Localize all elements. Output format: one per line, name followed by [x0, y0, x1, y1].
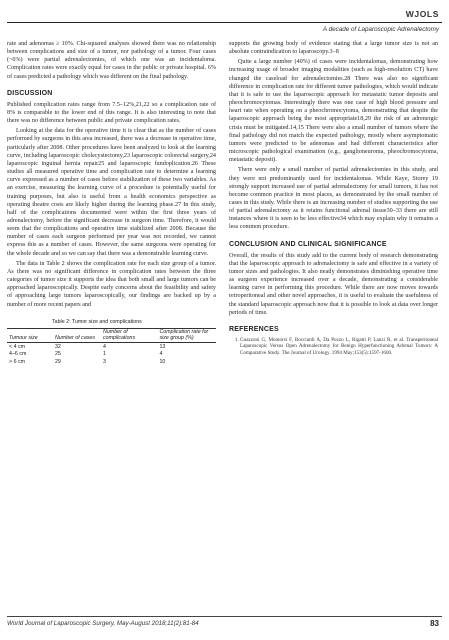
table-title: Table 2: Tumor size and complications	[52, 318, 142, 325]
table-cell: 32	[54, 344, 61, 351]
table-cell: 29	[54, 358, 61, 365]
references-heading: REFERENCES	[229, 325, 279, 333]
page-number: 83	[430, 619, 439, 628]
table-header-cell: Complication rate for size group (%)	[157, 328, 216, 342]
table-row	[7, 343, 216, 351]
table-cell: 4–6 cm	[9, 351, 27, 358]
conclusion-paragraph: Overall, the results of this study add to the current body of research demonstrating that the laparoscopic approach to adrenalectomy is safe and effective in a variety of tumor sizes and pathologies. It also neatly demonstrates diminishing operative time as surgeon experience increased over a decade, demonstrating a considerable learning curve in performing this procedure. While there are now moves towards retroperitoneal and other novel approaches, it is useful to evaluate the usefulness of the standard laparoscopic approach now that it is possible to look at data over longer periods of time.	[229, 252, 438, 316]
header-rule	[7, 22, 442, 23]
table-2	[7, 319, 216, 365]
table-cell: 10	[159, 358, 166, 365]
reference-list	[229, 337, 438, 357]
table-cell: < 4 cm	[9, 344, 26, 351]
tumor-size-table	[7, 328, 216, 365]
table-cell: 1	[103, 351, 106, 358]
discussion-paragraph-2: Looking at the data for the operative time it is clear that as the number of cases performed by surgeons in this area increased, there was a decrease in operative time, particularly after 2008. Other procedures have been analyzed to look at the learning curve, including laparoscopic cholecystectomy,23 laparoscopic colorectal surgery,24 laparoscopic inguinal hernia repair25 and laparoscopic fundoplication.26 These studies all measured operative time and complication rate to determine a learning curve expressed as a number of cases before stabilization of these two variables. As an exercise, measuring the learning curve of a procedure is potentially useful for training purposes, but also is useful from a health economics perspective as operating theatre costs are likely higher during the learning phase.27 In this study, half of the complications documented were within the first three years of adrenalectomy, before the significant decrease in surgeon time. Therefore, it would seem that the complications and operative time stabilized after 2008. Because the number of cases each surgeon performed per year was not recorded, we cannot express this as a number of cases. However, the same surgeons were operating for the whole decade and so we can say that there was a demonstrable learning curve.	[7, 128, 216, 257]
conclusion-heading: CONCLUSION AND CLINICAL SIGNIFICANCE	[229, 240, 387, 248]
table-cell: > 6 cm	[9, 358, 26, 365]
journal-logo: WJOLS	[405, 9, 439, 19]
table-cell: 4	[159, 351, 163, 358]
discussion-paragraph-1: Published complication rates range from 7.5–12%,21,22 so a complication rate of 8% is comparable to the lower end of this range. It is also interesting to note that there was no difference between public and private complication rates.	[7, 101, 216, 125]
discussion-paragraph-3: The data in Table 2 shows the complication rate for each size group of a tumor. As there was no significant difference in complication rates between the three categories of tumor size it supports the idea that both small and large tumors can be approached laparoscopically. Despite early concerns about the feasibility and safety of approaching large tumors laparoscopically, our findings are backed up by a number of more recent papers and	[7, 260, 216, 308]
table-row	[7, 358, 216, 365]
journal-citation: World Journal of Laparoscopic Surgery, May-August 2018;11(2):81-84	[7, 620, 199, 627]
table-cell: 13	[159, 344, 166, 351]
table-header-cell: Number of complications	[101, 328, 157, 342]
footer-rule	[7, 616, 442, 617]
left-column	[7, 40, 216, 365]
discussion-paragraph-4: supports the growing body of evidence stating that a large tumor size is not an absolute contraindication to laparoscopy.3–8	[229, 41, 438, 56]
discussion-heading: DISCUSSION	[7, 89, 53, 97]
table-header-cell: Number of cases	[53, 328, 101, 342]
running-head: A decade of Laparoscopic Adrenalectomy	[322, 26, 439, 33]
discussion-paragraph-5: Quite a large number (40%) of cases were incidentalomas, demonstrating how increasing usage of broader imaging modalities (such as high-resolution CT) have changed the caseload for adrenalectomies.28 There was also no significant difference in complication rate for different tumor pathologies, which would indicate that it is safe to use the laparoscopic approach for metastatic tumor deposits and pheochromocytomas. Interestingly there was one case of high blood pressure and heart rate when operating on a pheochromocytoma, demonstrating that despite the laparoscopic approach being the most appropriate18,29 the risk of an adrenergic crisis must be mitigated.14,15 There were also a small number of tumors where the final pathology did not match the expected pathology, mostly where asymptomatic tumors were predicted to be adenomas and had different characteristics after microscopic pathological examination (e.g., ganglioneuroma, pheochromocytoma, metastatic deposit).	[229, 59, 438, 164]
reference-item: 1. Guazzoni G, Montorsi F, Bocciardi A, Da Pozzo L, Rigatti P, Lanzi R, et al. Transperitoneal Laparoscopic Versus Open Adrenalectomy for Benign Hyperfunctioning Adrenal Tumors: A Comparative Study. The Journal of Urology. 1994 May;153(5):1597-1600.	[240, 337, 438, 357]
table-row	[7, 350, 216, 357]
table-cell: 3	[103, 358, 106, 365]
right-column	[229, 40, 438, 357]
results-paragraph-end: rate and adenomas ≥ 10%. Chi-squared analyses showed there was no relationship between complications and size of a tumor, nor pathology of a tumor. Four cases (~6%) were partial adrenalectomies, of which one was an incidentaloma. Complication rates were exactly equal for cases in the public or private hospital. 6% of cases predicted a pathology which was different on the final pathology.	[7, 41, 216, 80]
table-cell: 4	[103, 344, 106, 351]
table-cell: 25	[54, 351, 61, 358]
table-header-row	[7, 328, 216, 342]
discussion-paragraph-6: There were only a small number of partial adrenalectomies in this study, and they were not predominantly used for incidentalomas. While Kaye, Storey 19 strongly support increased use of partial adrenalectomy for small tumors, it has not become common practice in most places, as demonstrated by the small number of cases in this study. While there is an increasing number of studies supporting the use of partial adrenalectomy as it retains functional adrenal tissue30–33 there are still instances where it is seen to be less effective34 which may explain why it remains a less common procedure.	[229, 167, 438, 231]
table-header-cell: Tumour size	[7, 328, 53, 342]
